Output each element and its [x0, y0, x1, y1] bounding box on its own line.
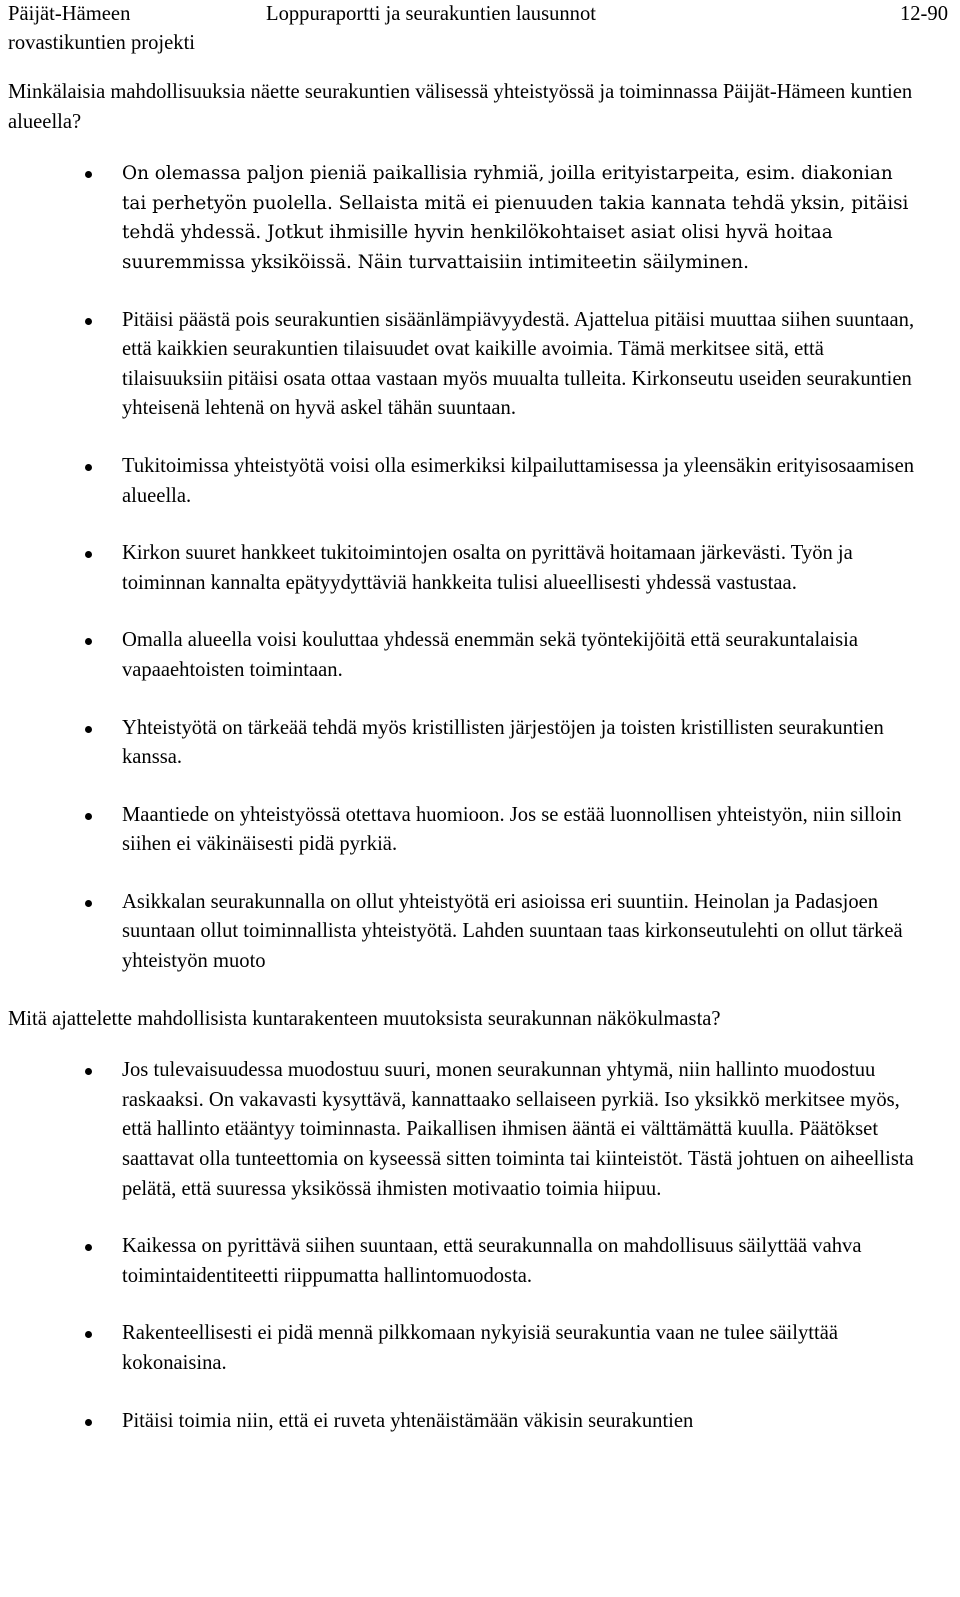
header-project-name — [8, 0, 248, 58]
list-item-text: Rakenteellisesti ei pidä mennä pilkkomaan nykyisiä seurakuntia vaan ne tulee säilyttää kokonaisina. — [122, 1322, 838, 1374]
header-report-title: Loppuraportti ja seurakuntien lausunnot — [266, 3, 596, 25]
list-item — [8, 452, 938, 511]
bullet-icon — [85, 551, 92, 558]
header-project-line-1: Päijät-Hämeen — [8, 3, 131, 25]
bullet-icon — [85, 1419, 92, 1426]
header-project-line-2: rovastikuntien projekti — [8, 32, 196, 54]
list-item — [8, 539, 938, 598]
list-item — [8, 888, 938, 977]
bullet-icon — [85, 464, 92, 471]
page-header — [8, 0, 948, 62]
list-item — [8, 1232, 938, 1291]
answer-list-1 — [8, 159, 938, 976]
list-item — [8, 306, 938, 424]
list-item-text: Pitäisi toimia niin, että ei ruveta yhtenäistämään väkisin seurakuntien — [122, 1409, 694, 1432]
list-item — [8, 801, 938, 860]
list-item — [8, 1407, 938, 1437]
list-item-text: Tukitoimissa yhteistyötä voisi olla esimerkiksi kilpailuttamisessa ja yleensäkin erityisosaamisen alueella. — [122, 454, 915, 507]
bullet-icon — [85, 1068, 92, 1075]
list-item — [8, 1319, 938, 1378]
list-item-text: Kaikessa on pyrittävä siihen suuntaan, että seurakunnalla on mahdollisuus säilyttää vahva toimintaidentiteetti riippumatta hallintomuodosta. — [122, 1235, 862, 1287]
list-item-text: Asikkalan seurakunnalla on ollut yhteistyötä eri asioissa eri suuntiin. Heinolan ja Padasjoen suuntaan ollut toiminnallista yhteistyötä. Lahden suuntaan taas kirkonseutulehti on ollut tärkeä yhteistyön muoto — [122, 890, 903, 973]
list-item-text: Omalla alueella voisi kouluttaa yhdessä enemmän sekä työntekijöitä että seurakuntalaisia vapaaehtoisten toimintaan. — [122, 629, 858, 681]
bullet-icon — [85, 813, 92, 820]
bullet-icon — [85, 171, 92, 178]
bullet-icon — [85, 1331, 92, 1338]
document-body — [8, 78, 938, 1464]
list-item-text: On olemassa paljon pieniä paikallisia ryhmiä, joilla erityistarpeita, esim. diakonian tai perhetyön puolella. Sellaista mitä ei pienuuden takia kannata tehdä yksin, pitäisi tehdä yhdessä. Jotkut ihmisille hyvin henkilökohtaiset asiat olisi hyvä hoitaa suuremmissa yksiköissä. Näin turvattaisiin intimiteetin säilyminen. — [122, 163, 909, 273]
header-page-number: 12-90 — [899, 3, 948, 25]
bullet-icon — [85, 638, 92, 645]
list-item-text: Maantiede on yhteistyössä otettava huomioon. Jos se estää luonnollisen yhteistyön, niin silloin siihen ei väkinäisesti pidä pyrkiä. — [122, 803, 902, 856]
list-item — [8, 1056, 938, 1204]
list-item — [8, 626, 938, 685]
question-2: Mitä ajattelette mahdollisista kuntarakenteen muutoksista seurakunnan näkökulmasta? — [8, 1007, 721, 1030]
question-1: Minkälaisia mahdollisuuksia näette seurakuntien välisessä yhteistyössä ja toiminnassa Päijät-Hämeen kuntien alueella? — [8, 81, 913, 133]
bullet-icon — [85, 318, 92, 325]
answer-list-2 — [8, 1056, 938, 1436]
bullet-icon — [85, 726, 92, 733]
list-item-text: Yhteistyötä on tärkeää tehdä myös kristillisten järjestöjen ja toisten kristillisten seurakuntien kanssa. — [122, 716, 884, 769]
list-item — [8, 714, 938, 773]
list-item-text: Kirkon suuret hankkeet tukitoimintojen osalta on pyrittävä hoitamaan järkevästi. Työn ja toiminnan kannalta epätyydyttäviä hankkeita tulisi alueellisesti yhdessä vastustaa. — [122, 542, 853, 594]
list-item-text: Pitäisi päästä pois seurakuntien sisäänlämpiävyydestä. Ajattelua pitäisi muuttaa siihen suuntaan, että kaikkien seurakuntien tilaisuudet ovat kaikille avoimia. Tämä merkitsee sitä, että tilaisuuksiin pitäisi osata ottaa vastaan myös muualta tulleita. Kirkonseutu useiden seurakuntien yhteisenä lehtenä on hyvä askel tähän suuntaan. — [122, 308, 915, 420]
list-item-text: Jos tulevaisuudessa muodostuu suuri, monen seurakunnan yhtymä, niin hallinto muodostuu raskaaksi. On vakavasti kysyttävä, kannattaako sellaiseen pyrkiä. Iso yksikkö merkitsee myös, että hallinto etääntyy toiminnasta. Paikallisen ihmisen ääntä ei välttämättä kuulla. Päätökset saattavat olla tunteettomia on kyseessä sitten toiminta tai kiinteistöt. Tästä johtuen on aiheellista pelätä, että suuressa yksikössä ihmisten motivaatio toimia hiipuu. — [122, 1059, 914, 1200]
bullet-icon — [85, 900, 92, 907]
list-item — [8, 159, 938, 277]
bullet-icon — [85, 1244, 92, 1251]
